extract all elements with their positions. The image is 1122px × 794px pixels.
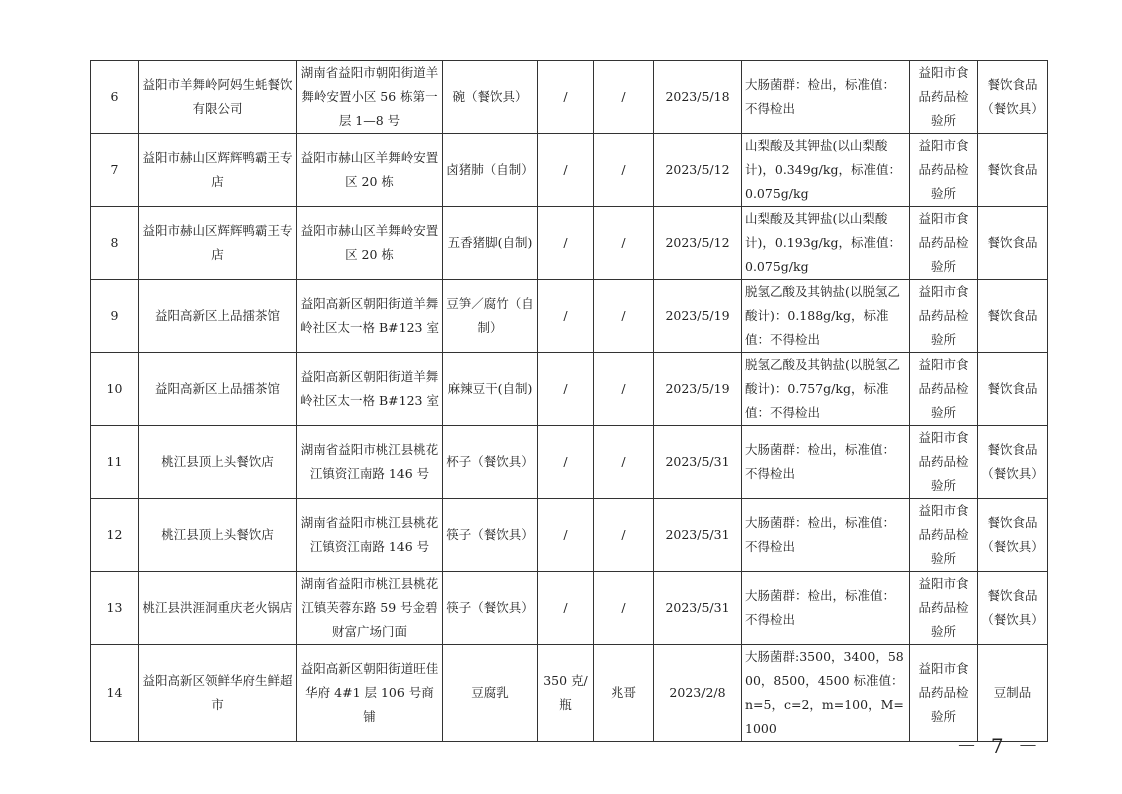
specification-cell: / (538, 426, 594, 499)
specification-cell: / (538, 61, 594, 134)
brand-cell: / (594, 353, 654, 426)
business-address-cell: 湖南省益阳市桃江县桃花江镇资江南路 146 号 (297, 499, 443, 572)
food-category-cell: 豆制品 (978, 645, 1048, 742)
test-result-cell: 脱氢乙酸及其钠盐(以脱氢乙酸计)：0.757g/kg，标准值：不得检出 (742, 353, 910, 426)
sample-date-cell: 2023/5/19 (654, 280, 742, 353)
testing-agency-cell: 益阳市食品药品检验所 (910, 207, 978, 280)
testing-agency-cell: 益阳市食品药品检验所 (910, 572, 978, 645)
table-row (91, 280, 1048, 353)
row-number-cell: 10 (91, 353, 139, 426)
food-category-cell: 餐饮食品（餐饮具） (978, 499, 1048, 572)
row-number-cell: 12 (91, 499, 139, 572)
brand-cell: / (594, 572, 654, 645)
business-address-cell: 湖南省益阳市桃江县桃花江镇芙蓉东路 59 号金碧财富广场门面 (297, 572, 443, 645)
product-name-cell: 麻辣豆干(自制) (443, 353, 538, 426)
food-category-cell: 餐饮食品（餐饮具） (978, 61, 1048, 134)
product-name-cell: 碗（餐饮具） (443, 61, 538, 134)
test-result-cell: 大肠菌群：检出，标准值：不得检出 (742, 426, 910, 499)
row-number-cell: 13 (91, 572, 139, 645)
business-name-cell: 桃江县顶上头餐饮店 (139, 426, 297, 499)
business-address-cell: 益阳高新区朝阳街道旺佳华府 4#1 层 106 号商铺 (297, 645, 443, 742)
specification-cell: / (538, 207, 594, 280)
row-number-cell: 8 (91, 207, 139, 280)
business-name-cell: 益阳高新区领鲜华府生鲜超市 (139, 645, 297, 742)
testing-agency-cell: 益阳市食品药品检验所 (910, 426, 978, 499)
business-address-cell: 益阳高新区朝阳街道羊舞岭社区太一格 B#123 室 (297, 353, 443, 426)
testing-agency-cell: 益阳市食品药品检验所 (910, 61, 978, 134)
specification-cell: 350 克/瓶 (538, 645, 594, 742)
table-row (91, 134, 1048, 207)
inspection-results-table (90, 60, 1048, 742)
brand-cell: / (594, 280, 654, 353)
sample-date-cell: 2023/2/8 (654, 645, 742, 742)
business-address-cell: 湖南省益阳市桃江县桃花江镇资江南路 146 号 (297, 426, 443, 499)
test-result-cell: 大肠菌群:3500，3400，5800，8500，4500 标准值：n=5，c=2，m=100，M=1000 (742, 645, 910, 742)
sample-date-cell: 2023/5/12 (654, 134, 742, 207)
business-name-cell: 桃江县洪涯洞重庆老火锅店 (139, 572, 297, 645)
food-category-cell: 餐饮食品 (978, 207, 1048, 280)
product-name-cell: 筷子（餐饮具） (443, 499, 538, 572)
testing-agency-cell: 益阳市食品药品检验所 (910, 280, 978, 353)
business-name-cell: 益阳市赫山区辉辉鸭霸王专店 (139, 207, 297, 280)
testing-agency-cell: 益阳市食品药品检验所 (910, 499, 978, 572)
test-result-cell: 脱氢乙酸及其钠盐(以脱氢乙酸计)：0.188g/kg，标准值：不得检出 (742, 280, 910, 353)
sample-date-cell: 2023/5/31 (654, 572, 742, 645)
test-result-cell: 大肠菌群：检出，标准值：不得检出 (742, 499, 910, 572)
sample-date-cell: 2023/5/31 (654, 426, 742, 499)
product-name-cell: 豆笋／腐竹（自制） (443, 280, 538, 353)
product-name-cell: 豆腐乳 (443, 645, 538, 742)
test-result-cell: 大肠菌群：检出，标准值：不得检出 (742, 572, 910, 645)
food-category-cell: 餐饮食品 (978, 280, 1048, 353)
business-address-cell: 益阳高新区朝阳街道羊舞岭社区太一格 B#123 室 (297, 280, 443, 353)
testing-agency-cell: 益阳市食品药品检验所 (910, 134, 978, 207)
testing-agency-cell: 益阳市食品药品检验所 (910, 645, 978, 742)
specification-cell: / (538, 572, 594, 645)
test-result-cell: 大肠菌群：检出，标准值：不得检出 (742, 61, 910, 134)
test-result-cell: 山梨酸及其钾盐(以山梨酸计)，0.349g/kg，标准值：0.075g/kg (742, 134, 910, 207)
brand-cell: / (594, 134, 654, 207)
table-row (91, 207, 1048, 280)
product-name-cell: 卤猪肺（自制） (443, 134, 538, 207)
food-category-cell: 餐饮食品 (978, 134, 1048, 207)
food-category-cell: 餐饮食品（餐饮具） (978, 426, 1048, 499)
sample-date-cell: 2023/5/12 (654, 207, 742, 280)
specification-cell: / (538, 499, 594, 572)
row-number-cell: 6 (91, 61, 139, 134)
product-name-cell: 筷子（餐饮具） (443, 572, 538, 645)
test-result-cell: 山梨酸及其钾盐(以山梨酸计)，0.193g/kg，标准值：0.075g/kg (742, 207, 910, 280)
brand-cell: 兆哥 (594, 645, 654, 742)
business-name-cell: 益阳高新区上品擂茶馆 (139, 353, 297, 426)
row-number-cell: 11 (91, 426, 139, 499)
brand-cell: / (594, 207, 654, 280)
business-address-cell: 湖南省益阳市朝阳街道羊舞岭安置小区 56 栋第一层 1—8 号 (297, 61, 443, 134)
sample-date-cell: 2023/5/18 (654, 61, 742, 134)
table-row (91, 61, 1048, 134)
business-name-cell: 益阳高新区上品擂茶馆 (139, 280, 297, 353)
sample-date-cell: 2023/5/19 (654, 353, 742, 426)
food-category-cell: 餐饮食品（餐饮具） (978, 572, 1048, 645)
specification-cell: / (538, 353, 594, 426)
row-number-cell: 7 (91, 134, 139, 207)
table-row (91, 645, 1048, 742)
table-row (91, 426, 1048, 499)
table-row (91, 353, 1048, 426)
sample-date-cell: 2023/5/31 (654, 499, 742, 572)
specification-cell: / (538, 134, 594, 207)
business-name-cell: 桃江县顶上头餐饮店 (139, 499, 297, 572)
table-row (91, 572, 1048, 645)
brand-cell: / (594, 61, 654, 134)
product-name-cell: 五香猪脚(自制) (443, 207, 538, 280)
page-number: － 7 － (956, 734, 1042, 758)
business-name-cell: 益阳市赫山区辉辉鸭霸王专店 (139, 134, 297, 207)
business-address-cell: 益阳市赫山区羊舞岭安置区 20 栋 (297, 134, 443, 207)
business-name-cell: 益阳市羊舞岭阿妈生蚝餐饮有限公司 (139, 61, 297, 134)
row-number-cell: 14 (91, 645, 139, 742)
brand-cell: / (594, 426, 654, 499)
product-name-cell: 杯子（餐饮具） (443, 426, 538, 499)
specification-cell: / (538, 280, 594, 353)
business-address-cell: 益阳市赫山区羊舞岭安置区 20 栋 (297, 207, 443, 280)
row-number-cell: 9 (91, 280, 139, 353)
table-row (91, 499, 1048, 572)
brand-cell: / (594, 499, 654, 572)
testing-agency-cell: 益阳市食品药品检验所 (910, 353, 978, 426)
food-category-cell: 餐饮食品 (978, 353, 1048, 426)
